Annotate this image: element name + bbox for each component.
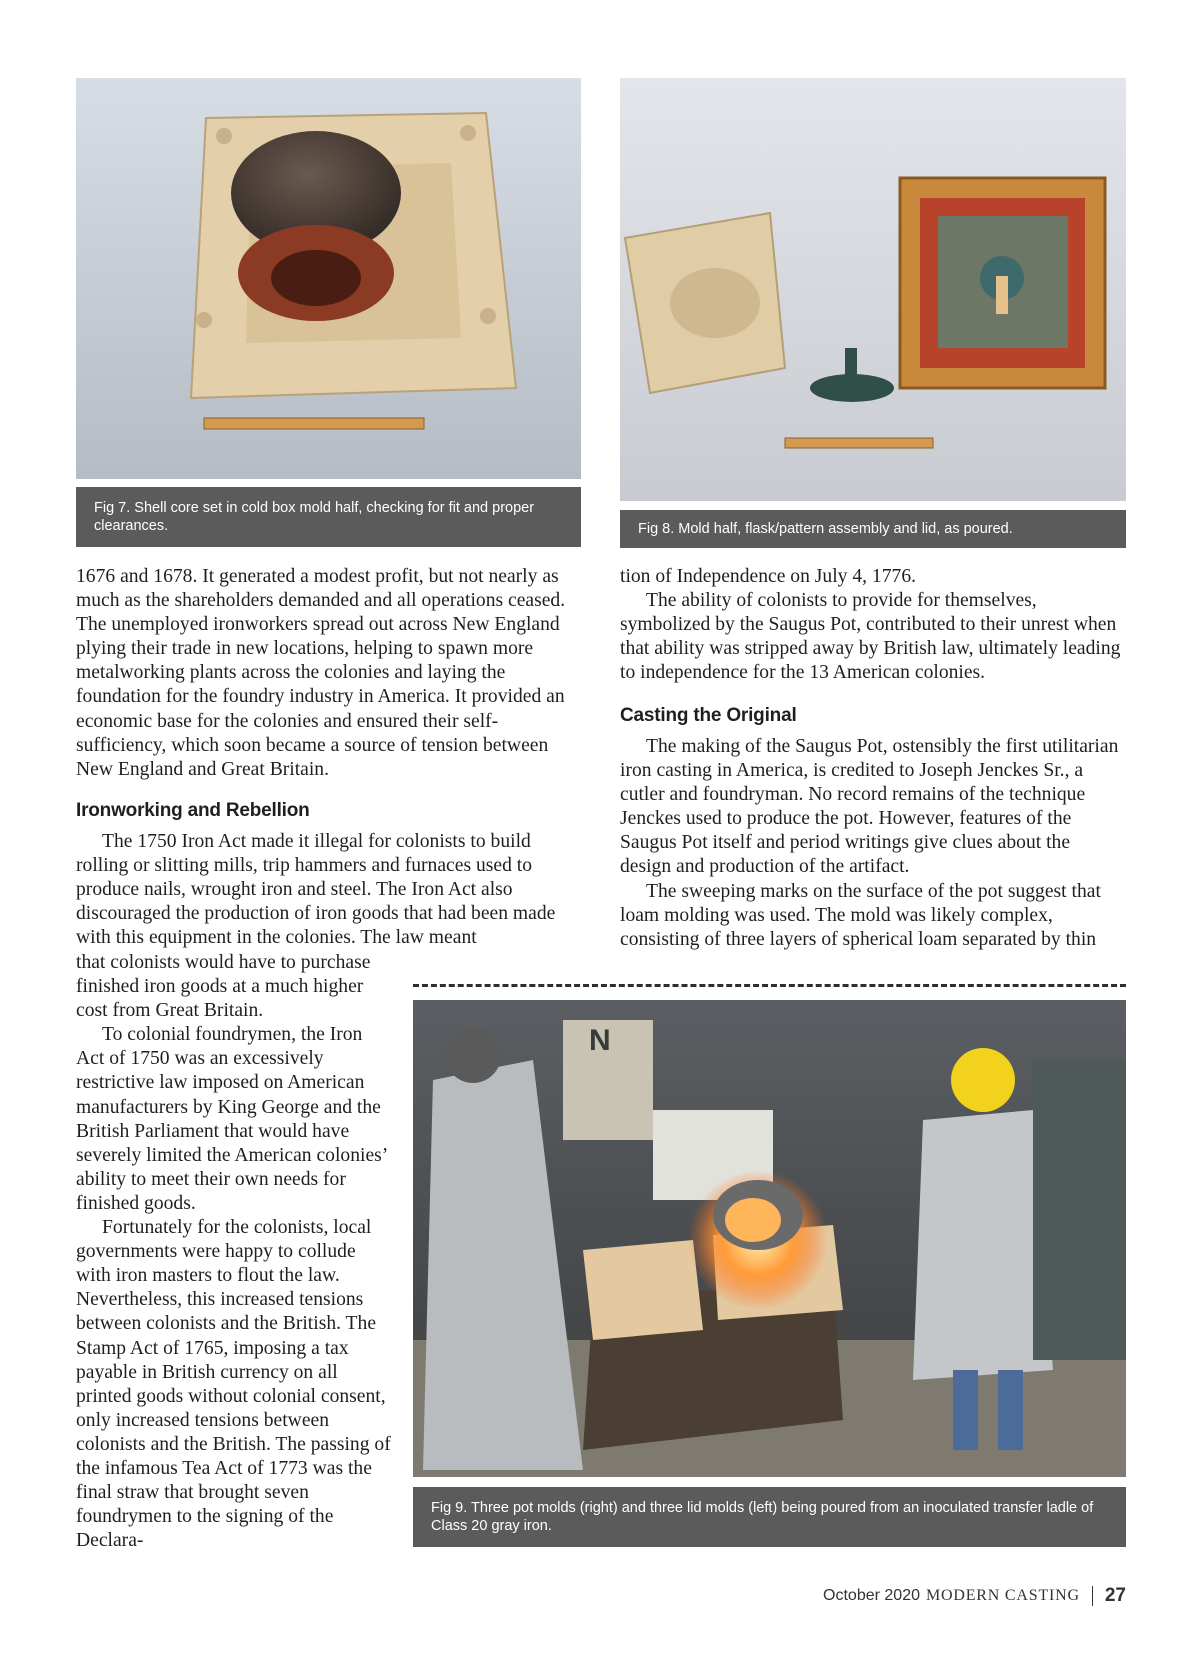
fig7-illustration <box>76 78 581 479</box>
heading-ironworking: Ironworking and Rebellion <box>76 800 310 821</box>
page-footer <box>823 1585 1126 1607</box>
left-column-body-narrow <box>76 951 392 1553</box>
saugus-pot-paragraph: The making of the Saugus Pot, ostensibly the first utilitarian iron casting in America, is credited to Joseph Jenckes Sr., a cutler and foundryman. No record remains of the technique Jenckes used to produce the pot. However, features of the Saugus Pot itself and period writings give clues about the design and production of the artifact. <box>620 736 1119 878</box>
fortunately-paragraph: Fortunately for the colonists, local governments were happy to collude with iron masters to flout the law. Nevertheless, this increased tensions between colonists and the British. The Stamp Act of 1765, imposing a tax payable in British currency on all printed goods without colonial consent, only increased tensions between colonists and the British. The passing of the infamous Tea Act of 1773 was the final straw that brought seven foundrymen to the signing of the Declara- <box>76 1217 391 1552</box>
right-column-body <box>620 565 1126 685</box>
fig8-illustration <box>620 78 1126 501</box>
footer-separator <box>1092 1586 1093 1606</box>
sweeping-marks-paragraph: The sweeping marks on the surface of the pot suggest that loam molding was used. The mold was likely complex, consisting of three layers of spherical loam separated by thin <box>620 880 1101 950</box>
colonial-foundrymen-paragraph: To colonial foundrymen, the Iron Act of 1750 was an excessively restrictive law imposed on American manufacturers by King George and the British Parliament that would have severely limited the American colonies’ ability to meet their own needs for finished goods. <box>76 1024 387 1214</box>
wall-sign-letter: N <box>589 1024 611 1057</box>
fig8-photo <box>620 78 1126 501</box>
fig9-photo <box>413 1000 1126 1477</box>
fig8-caption-text: Fig 8. Mold half, flask/pattern assembly and lid, as poured. <box>638 521 1013 537</box>
fig9-illustration <box>413 1000 1126 1477</box>
fig9-caption <box>413 1487 1126 1547</box>
magazine-name: MODERN CASTING <box>925 1587 1080 1604</box>
fig7-caption <box>76 487 581 547</box>
fig7-photo <box>76 78 581 479</box>
fig9-caption-text: Fig 9. Three pot molds (right) and three lid molds (left) being poured from an inoculated transfer ladle of Class 20 gray iron. <box>431 1500 1094 1534</box>
iron-act-paragraph-start: The 1750 Iron Act made it illegal for colonists to build rolling or slitting mills, trip hammers and furnaces used to produce nails, wrought iron and steel. The Iron Act also discouraged the production of iron goods that had been made with this equipment in the colonies. The law meant <box>76 831 556 949</box>
ability-paragraph: The ability of colonists to provide for themselves, symbolized by the Saugus Pot, contributed to their unrest when that ability was stripped away by British law, ultimately leading to independence for the 13 American colonies. <box>620 590 1121 684</box>
iron-act-paragraph-end: that colonists would have to purchase finished iron goods at a much higher cost from Great Britain. <box>76 952 371 1022</box>
right-column-body-2 <box>620 735 1126 952</box>
left-column-body-wide <box>76 830 566 950</box>
right-intro-line: tion of Independence on July 4, 1776. <box>620 566 917 587</box>
section-divider <box>413 984 1126 987</box>
left-intro-paragraph: 1676 and 1678. It generated a modest profit, but not nearly as much as the shareholders demanded and all operations ceased. The unemployed ironworkers spread out across New England plying their trade in new locations, helping to spawn more metalworking plants across the colonies and laying the foundation for the foundry industry in America. It provided an economic base for the colonies and ensured their self-sufficiency, which soon became a source of tension between New England and Great Britain. <box>76 566 566 780</box>
left-column-intro <box>76 565 581 782</box>
heading-casting-original: Casting the Original <box>620 705 797 726</box>
page-number: 27 <box>1104 1585 1126 1606</box>
issue-date: October 2020 <box>823 1587 920 1604</box>
fig7-caption-text: Fig 7. Shell core set in cold box mold half, checking for fit and proper clearances. <box>94 500 535 534</box>
fig8-caption <box>620 510 1126 548</box>
